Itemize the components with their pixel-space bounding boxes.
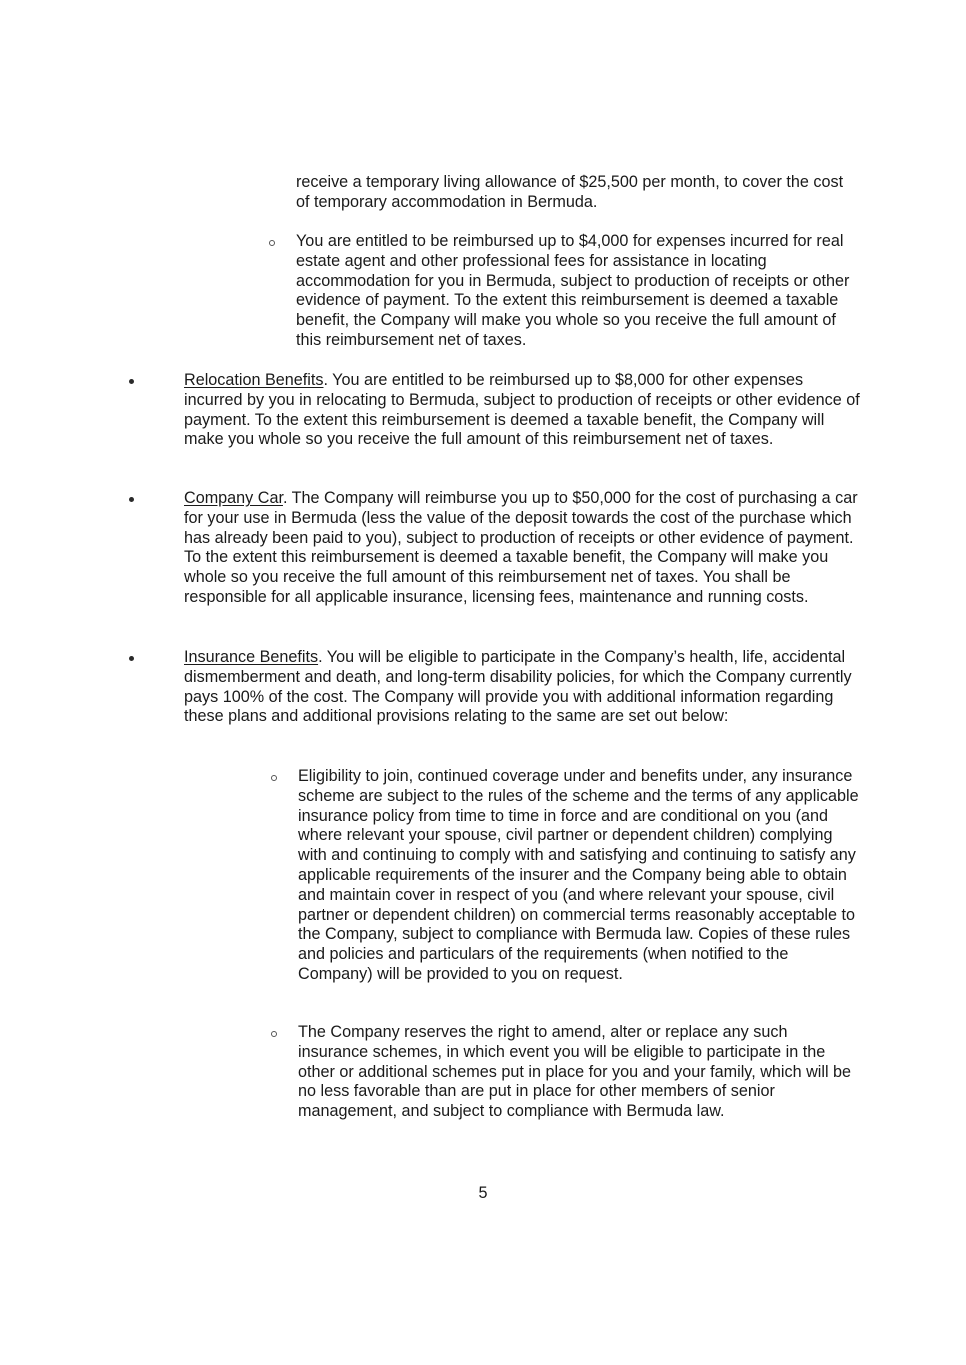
relocation-benefits-heading: Relocation Benefits	[184, 371, 324, 389]
page-number: 5	[478, 1184, 488, 1202]
continuation-paragraph: receive a temporary living allowance of $25,500 per month, to cover the cost of temporary accommodation in Bermuda.	[296, 173, 844, 211]
company-car-body: . The Company will reimburse you up to $50,000 for the cost of purchasing a car for your use in Bermuda (less the value of the deposit towards the cost of the purchase which has already been paid to you), subject to production of receipts or other evidence of payment. To the extent this reimbursement is deemed a taxable benefit, the Company will make you whole so you receive the full amount of this reimbursement net of taxes. You shall be responsible for all applicable insurance, licensing fees, maintenance and running costs.	[184, 489, 858, 606]
open-circle-bullet-icon	[271, 1031, 277, 1037]
relocation-benefits-body: . You are entitled to be reimbursed up to $8,000 for other expenses incurred by you in relocating to Bermuda, subject to production of receipts or other evidence of payment. To the extent this reimbursement is deemed a taxable benefit, the Company will make you whole so you receive the full amount of this reimbursement net of taxes.	[184, 371, 860, 449]
open-circle-bullet-icon	[269, 240, 275, 246]
company-car-heading: Company Car	[184, 489, 283, 507]
insurance-benefits-body: . You will be eligible to participate in the Company’s health, life, accidental dismemberment and death, and long-term disability policies, for which the Company currently pays 100% of the cost. The Company will provide you with additional information regarding these plans and additional provisions relating to the same are set out below:	[184, 648, 852, 726]
amend-schemes-sub-item: The Company reserves the right to amend, alter or replace any such insurance schemes, in which event you will be eligible to participate in the other or additional schemes put in place for you and your family, which will be no less favorable than are put in place for other members of senior management, and subject to compliance with Bermuda law.	[298, 1023, 852, 1121]
company-car-item	[184, 489, 861, 608]
bullet-dot-icon	[129, 379, 134, 384]
relocation-benefits-item	[184, 371, 861, 450]
bullet-dot-icon	[129, 656, 134, 661]
insurance-benefits-item	[184, 648, 861, 727]
open-circle-bullet-icon	[271, 775, 277, 781]
insurance-benefits-heading: Insurance Benefits	[184, 648, 319, 666]
real-estate-fees-sub-item: You are entitled to be reimbursed up to $4,000 for expenses incurred for real estate agent and other professional fees for assistance in locating accommodation for you in Bermuda, subject to production of receipts or other evidence of payment. To the extent this reimbursement is deemed a taxable benefit, the Company will make you whole so you receive the full amount of this reimbursement net of taxes.	[296, 232, 850, 349]
eligibility-sub-item: Eligibility to join, continued coverage under and benefits under, any insurance scheme are subject to the rules of the scheme and the terms of any applicable insurance policy from time to time in force and are conditional on you (and where relevant your spouse, civil partner or dependent children) complying with and continuing to comply with and satisfying and continuing to satisfy any applicable requirements of the insurer and the Company being able to obtain and maintain cover in respect of you (and where relevant your spouse, civil partner or dependent children) on commercial terms reasonably acceptable to the Company, subject to compliance with Bermuda law. Copies of these rules and policies and particulars of the requirements (when notified to the Company) will be provided to you on request.	[298, 767, 859, 983]
bullet-dot-icon	[129, 497, 134, 502]
